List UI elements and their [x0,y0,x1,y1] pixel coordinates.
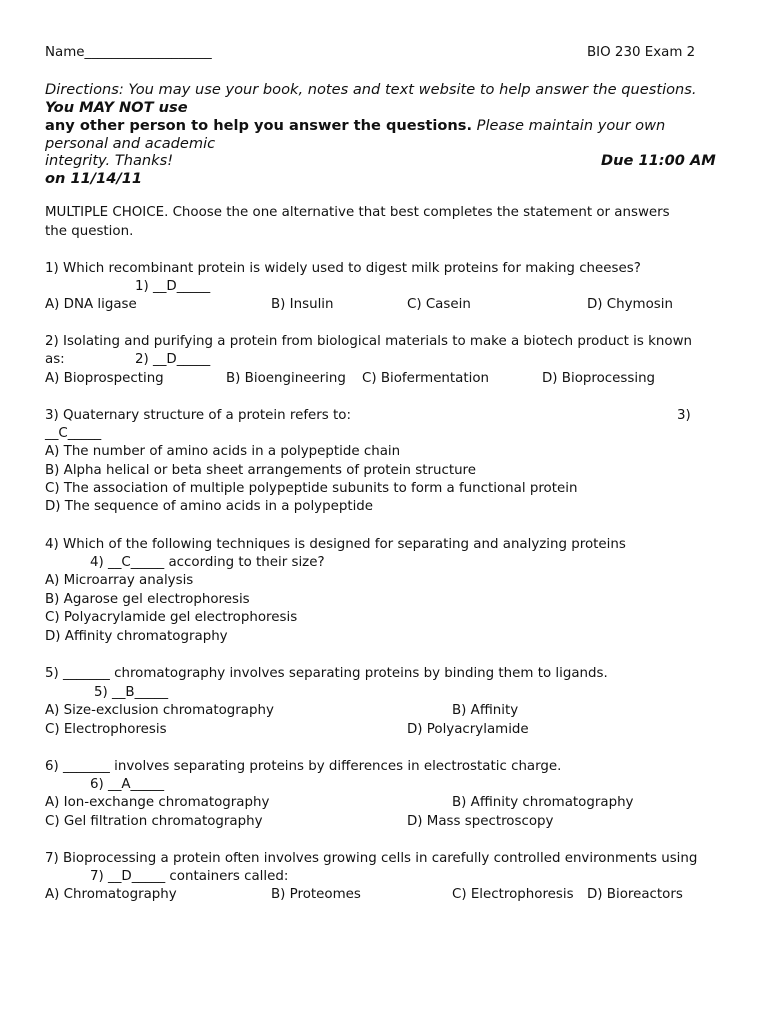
question-1-text: 1) Which recombinant protein is widely used to digest milk proteins for making cheeses? [45,261,641,276]
question-5-option-b: B) Affinity [452,703,519,718]
directions-rest-text: Please maintain your own [472,117,666,134]
course-title: BIO 230 Exam 2 [587,45,696,60]
directions-line-1: Directions: You may use your book, notes and text website to help answer the questions. [45,81,697,98]
question-3-option-a: A) The number of amino acids in a polypeptide chain [45,444,401,459]
question-1-option-a: A) DNA ligase [45,297,137,312]
due-date: on 11/14/11 [45,170,143,187]
question-4-option-b: B) Agarose gel electrophoresis [45,592,250,607]
question-7-text: 7) Bioprocessing a protein often involves growing cells in carefully controlled environments using [45,851,698,866]
directions-bold-text: any other person to help you answer the questions. [45,117,473,134]
question-3-text: 3) Quaternary structure of a protein refers to: [45,408,351,423]
question-3-option-c: C) The association of multiple polypeptide subunits to form a functional protein [45,481,578,496]
question-4-option-d: D) Affinity chromatography [45,629,228,644]
question-1-option-c: C) Casein [407,297,471,312]
question-4-option-c: C) Polyacrylamide gel electrophoresis [45,610,298,625]
question-5-option-d: D) Polyacrylamide [407,722,529,737]
question-2-option-b: B) Bioengineering [226,371,346,386]
directions-line-3 [45,117,665,135]
question-2-option-c: C) Biofermentation [362,371,490,386]
instructions-line-2: the question. [45,224,134,239]
question-7-option-c: C) Electrophoresis [452,887,574,902]
question-6-option-a: A) Ion-exchange chromatography [45,795,270,810]
question-3-answer-number: 3) [677,408,691,423]
question-6-answer: 6) __A_____ [90,777,165,792]
question-1-option-d: D) Chymosin [587,297,673,312]
question-4-answer: 4) __C_____ according to their size? [90,555,325,570]
question-2-answer: 2) __D_____ [135,352,211,367]
question-7-answer: 7) __D_____ containers called: [90,869,289,884]
due-time: Due 11:00 AM [601,152,716,169]
question-1-option-b: B) Insulin [271,297,334,312]
instructions-line-1: MULTIPLE CHOICE. Choose the one alternative that best completes the statement or answers [45,205,670,220]
question-6-option-d: D) Mass spectroscopy [407,814,554,829]
question-6-option-b: B) Affinity chromatography [452,795,634,810]
question-2-option-a: A) Bioprospecting [45,371,164,386]
directions-line-2: You MAY NOT use [45,99,188,116]
question-3-answer: __C_____ [45,426,102,441]
question-4-text: 4) Which of the following techniques is designed for separating and analyzing proteins [45,537,626,552]
name-field-label: Name___________________ [45,45,212,60]
question-1-answer: 1) __D_____ [135,279,211,294]
question-2-text: 2) Isolating and purifying a protein from biological materials to make a biotech product is known [45,334,693,349]
question-5-text: 5) _______ chromatography involves separating proteins by binding them to ligands. [45,666,608,681]
question-5-answer: 5) __B_____ [94,685,169,700]
question-2-option-d: D) Bioprocessing [542,371,656,386]
question-4-option-a: A) Microarray analysis [45,573,194,588]
question-6-text: 6) _______ involves separating proteins by differences in electrostatic charge. [45,759,562,774]
question-7-option-d: D) Bioreactors [587,887,683,902]
directions-line-4: personal and academic [45,135,216,152]
question-5-option-a: A) Size-exclusion chromatography [45,703,274,718]
question-6-option-c: C) Gel filtration chromatography [45,814,263,829]
directions-line-5: integrity. Thanks! [45,152,174,169]
question-2-text-continued: as: [45,352,65,367]
question-3-option-b: B) Alpha helical or beta sheet arrangements of protein structure [45,463,477,478]
question-5-option-c: C) Electrophoresis [45,722,167,737]
question-7-option-a: A) Chromatography [45,887,177,902]
question-7-option-b: B) Proteomes [271,887,361,902]
question-3-option-d: D) The sequence of amino acids in a polypeptide [45,499,374,514]
